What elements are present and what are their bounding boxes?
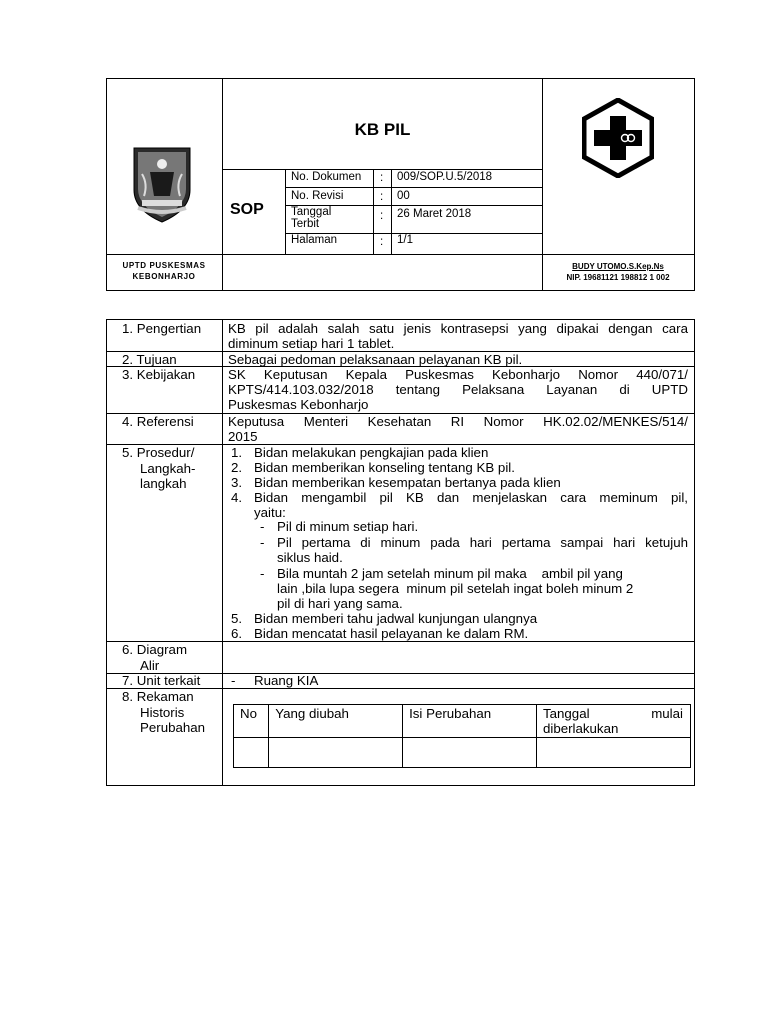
- step-num: 4.: [231, 490, 243, 505]
- unit-dash: -: [231, 673, 236, 688]
- step-text: Bidan memberikan kesempatan bertanya pada klien: [254, 475, 561, 490]
- step-num: 6.: [231, 626, 243, 641]
- org-line1: UPTD PUSKESMAS: [122, 261, 206, 270]
- step-text-cont: yaitu:: [254, 505, 286, 520]
- step-text: Bidan memberi tahu jadwal kunjungan ulangnya: [254, 611, 538, 626]
- label-rekaman-3: Perubahan: [140, 720, 206, 735]
- field-label-halaman: Halaman: [291, 234, 338, 246]
- table-header-cell: Isi Perubahan: [403, 705, 537, 738]
- kebijakan-line2: KPTS/414.103.032/2018 tentang Pelaksana Layanan di UPTD: [228, 382, 688, 397]
- field-label-revisi: No. Revisi: [291, 190, 344, 202]
- table-cell: [234, 738, 269, 768]
- label-rekaman: [122, 689, 205, 736]
- step-text: Bidan mencatat hasil pelayanan ke dalam RM.: [254, 626, 529, 641]
- referensi-line2: 2015: [228, 429, 258, 444]
- unit-text: Ruang KIA: [254, 673, 319, 688]
- table-row: [234, 738, 691, 768]
- field-label-dokumen: No. Dokumen: [291, 171, 362, 183]
- label-tujuan: 2. Tujuan: [122, 352, 177, 367]
- label-diagram-2: Alir: [140, 657, 160, 673]
- label-rekaman-2: Historis: [140, 704, 185, 720]
- field-value-revisi: 00: [397, 190, 410, 202]
- label-rekaman-1: 8. Rekaman: [122, 689, 194, 704]
- referensi-line1: Keputusa Menteri Kesehatan RI Nomor HK.02.02/MENKES/514/: [228, 414, 688, 429]
- step-num: 2.: [231, 460, 243, 475]
- revision-history-table: [233, 704, 691, 768]
- label-prosedur-2: Langkah-: [140, 460, 196, 476]
- kebijakan-line3: Puskesmas Kebonharjo: [228, 397, 369, 412]
- label-unit-terkait: 7. Unit terkait: [122, 673, 201, 688]
- signer-name: BUDY UTOMO.S.Kep.Ns: [572, 262, 664, 271]
- step-text: Bidan mengambil pil KB dan menjelaskan cara meminum pil,: [254, 490, 688, 505]
- sub-text-cont: pil di hari yang sama.: [277, 596, 403, 611]
- pengertian-line1: KB pil adalah salah satu jenis kontrasepsi yang dipakai dengan cara: [228, 321, 688, 336]
- sub-text: Pil di minum setiap hari.: [277, 519, 419, 534]
- field-value-dokumen: 009/SOP.U.5/2018: [397, 171, 493, 183]
- label-prosedur-3: langkah: [140, 476, 187, 491]
- label-referensi: 4. Referensi: [122, 414, 194, 429]
- sub-text: Pil pertama di minum pada hari pertama sampai hari ketujuh: [277, 535, 688, 550]
- field-label-tanggal: Tanggal Terbit: [291, 206, 332, 230]
- field-value-tanggal: 26 Maret 2018: [397, 208, 472, 220]
- header-tanggal: Tanggal mulai diberlakukan: [542, 706, 683, 736]
- table-row: [234, 705, 691, 738]
- label-diagram: [122, 642, 187, 673]
- sub-text-cont: siklus haid.: [277, 550, 343, 565]
- signer-block: [542, 261, 694, 283]
- step-num: 1.: [231, 445, 243, 460]
- label-prosedur-1: 5. Prosedur/: [122, 445, 195, 460]
- health-ministry-logo: [582, 98, 654, 178]
- pengertian-line2: diminum setiap hari 1 tablet.: [228, 336, 395, 351]
- regional-emblem-logo: [128, 144, 196, 224]
- kebijakan-line1: SK Keputusan Kepala Puskesmas Kebonharjo Nomor 440/071/: [228, 367, 688, 382]
- table-header-cell: No: [234, 705, 269, 738]
- tujuan-text: Sebagai pedoman pelaksanaan pelayanan KB pil.: [228, 352, 523, 367]
- sub-text-cont: lain ,bila lupa segera minum pil setelah ingat boleh minum 2: [277, 581, 634, 596]
- table-cell: [269, 738, 403, 768]
- sop-label: SOP: [230, 201, 264, 218]
- step-text: Bidan memberikan konseling tentang KB pil.: [254, 460, 515, 475]
- org-line2: KEBONHARJO: [132, 271, 196, 281]
- sub-dash: -: [260, 519, 265, 534]
- label-kebijakan: 3. Kebijakan: [122, 367, 196, 382]
- field-sep: :: [380, 191, 384, 203]
- document-title: KB PIL: [354, 120, 411, 139]
- sub-text: Bila muntah 2 jam setelah minum pil maka ambil pil yang: [277, 566, 623, 581]
- field-sep: :: [380, 210, 384, 222]
- sub-dash: -: [260, 566, 265, 581]
- table-cell: [403, 738, 537, 768]
- label-prosedur: [122, 445, 195, 492]
- step-num: 5.: [231, 611, 243, 626]
- table-cell: [536, 738, 690, 768]
- step-num: 3.: [231, 475, 243, 490]
- label-diagram-1: 6. Diagram: [122, 642, 188, 657]
- table-header-cell: [536, 705, 690, 738]
- signer-nip: NIP. 19681121 198812 1 002: [566, 273, 670, 282]
- field-sep: :: [380, 236, 384, 248]
- step-text: Bidan melakukan pengkajian pada klien: [254, 445, 489, 460]
- field-sep: :: [380, 172, 384, 184]
- table-header-cell: Yang diubah: [269, 705, 403, 738]
- label-pengertian: 1. Pengertian: [122, 321, 202, 336]
- field-value-halaman: 1/1: [397, 234, 413, 246]
- sub-dash: -: [260, 535, 265, 550]
- org-name: [106, 261, 222, 282]
